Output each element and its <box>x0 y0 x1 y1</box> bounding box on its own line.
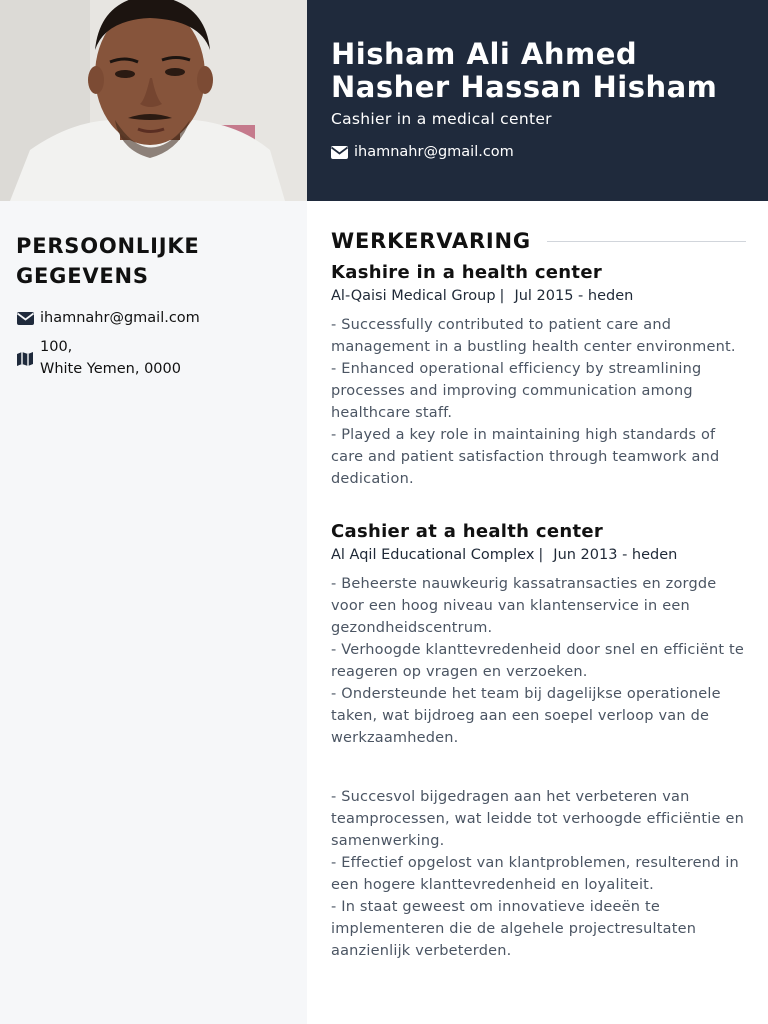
personal-details-title-line-2: GEGEVENS <box>16 264 149 288</box>
job-description <box>331 573 746 962</box>
job-company: Al Aqil Educational Complex <box>331 547 535 563</box>
job-meta <box>331 545 746 565</box>
job-bullet: - Effectief opgelost van klantproblemen, resulterend in een hogere klanttevredenheid en loyaliteit. <box>331 855 739 893</box>
section-divider <box>547 241 746 242</box>
main-content <box>307 201 768 1024</box>
name-line-2: Nasher Hassan Hisham <box>331 70 718 104</box>
name-line-1: Hisham Ali Ahmed <box>331 37 638 71</box>
job-bullet: - Verhoogde klanttevredenheid door snel en efficiënt te reageren op vragen en verzoeken. <box>331 642 745 680</box>
header-email-text: ihamnahr@gmail.com <box>354 144 514 160</box>
job-title: Kashire in a health center <box>331 262 603 283</box>
job-meta-separator: | <box>538 547 544 563</box>
resume-header <box>307 0 768 201</box>
sidebar-address <box>16 336 291 380</box>
address-line-1: 100, <box>40 339 73 355</box>
envelope-icon <box>16 307 34 325</box>
experience-section-header <box>331 229 746 253</box>
candidate-name <box>331 38 744 104</box>
job-bullet: - Played a key role in maintaining high standards of care and patient satisfaction through teamwork and dedication. <box>331 427 720 487</box>
sidebar-email[interactable] <box>16 307 291 329</box>
job-company: Al-Qaisi Medical Group <box>331 288 496 304</box>
address-line-2: White Yemen, 0000 <box>40 361 181 377</box>
job-bullet: - Ondersteunde het team bij dagelijkse operationele taken, wat bijdroeg aan een soepel verloop van de werkzaamheden. <box>331 686 721 746</box>
profile-photo <box>0 0 307 201</box>
job-meta <box>331 286 746 306</box>
job-bullet: - Successfully contributed to patient care and management in a bustling health center environment. <box>331 317 736 355</box>
job-title: Cashier at a health center <box>331 521 604 542</box>
job-period: Jun 2013 - heden <box>553 547 678 563</box>
job-bullet: - Succesvol bijgedragen aan het verbeteren van teamprocessen, wat leidde tot verhoogde efficiëntie en samenwerking. <box>331 789 744 849</box>
job-period: Jul 2015 - heden <box>514 288 634 304</box>
sidebar-email-text: ihamnahr@gmail.com <box>40 310 200 326</box>
job-entry <box>331 520 746 962</box>
job-entry <box>331 261 746 490</box>
map-icon <box>16 336 34 366</box>
personal-details-title <box>16 231 291 291</box>
sidebar <box>0 201 307 1024</box>
job-bullet: - Enhanced operational efficiency by streamlining processes and improving communication among healthcare staff. <box>331 361 702 421</box>
job-bullet: - Beheerste nauwkeurig kassatransacties en zorgde voor een hoog niveau van klantenservice in een gezondheidscentrum. <box>331 576 717 636</box>
experience-title: WERKERVARING <box>331 229 531 253</box>
job-description <box>331 314 746 490</box>
job-role: Cashier in a medical center <box>331 110 552 128</box>
header-email[interactable] <box>331 144 744 160</box>
paragraph-gap <box>331 749 746 786</box>
job-bullet: - In staat geweest om innovatieve ideeën te implementeren die de algehele projectresultaten aanzienlijk verbeterden. <box>331 899 697 959</box>
job-meta-separator: | <box>499 288 505 304</box>
personal-details-title-line-1: PERSOONLIJKE <box>16 234 200 258</box>
envelope-icon <box>331 146 354 159</box>
